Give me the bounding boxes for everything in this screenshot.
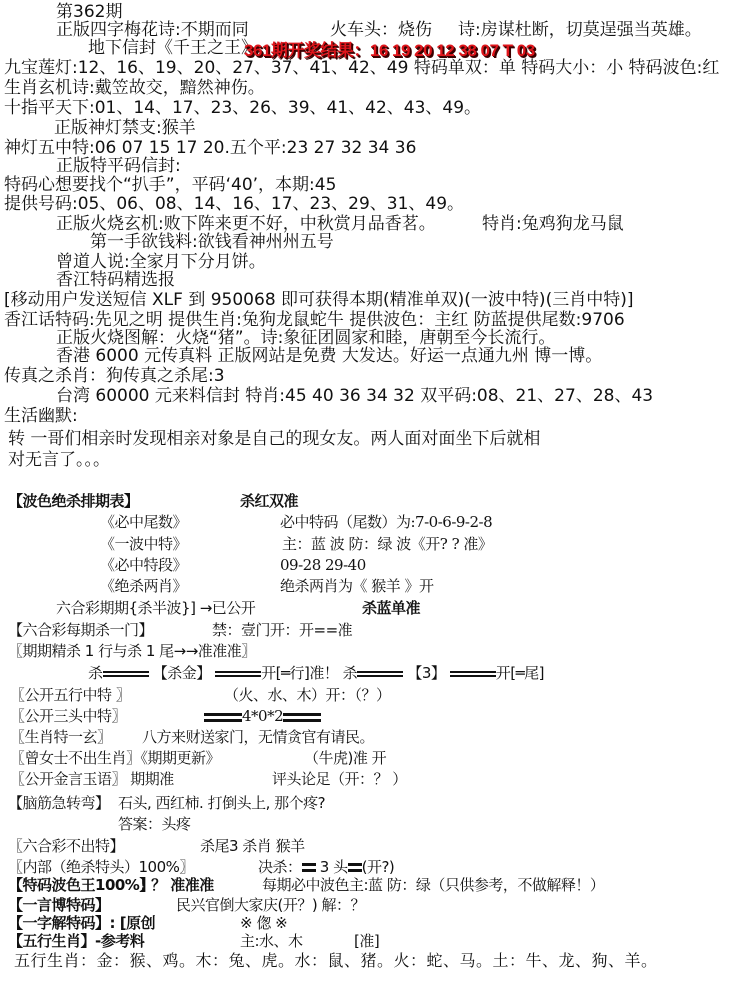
shizhi-line: 十指平天下:01、14、17、23、26、39、41、42、43、49。 <box>4 98 482 118</box>
five-elements-value: 主:水、木 <box>240 932 303 950</box>
bar-icon <box>302 863 316 872</box>
bar-icon <box>204 713 242 722</box>
half-wave-line: 六合彩期期{杀半波}] →已公开 <box>56 599 256 617</box>
xiangjiang-title: 香江特码精选报 <box>56 270 175 290</box>
kill-row <box>88 664 544 682</box>
wave-king-mid: ! ？ 准准准 <box>140 876 214 894</box>
first-hand-tip: 第一手欲钱料:欲钱看神州州五号 <box>90 232 334 252</box>
bar-icon <box>283 713 321 722</box>
table-label-1: 《一波中特》 <box>100 535 188 553</box>
strategy-poem: 诗:房谋杜断，切莫逞强当英雄。 <box>458 20 702 40</box>
issue-number: 第362期 <box>56 2 123 22</box>
extra-label-3: 〖曾女士不出生肖〗《期期更新》 <box>10 749 221 767</box>
table-label-3: 《绝杀两肖》 <box>100 577 188 595</box>
bar-icon <box>348 863 362 872</box>
riddle-question: 石头, 西红柿. 打倒头上, 那个疼? <box>118 794 326 812</box>
kill-one-gate-value: 禁：壹门开：开==准 <box>212 621 353 639</box>
double-line-icon <box>357 671 403 677</box>
extra-label-2: 〖生肖特一玄〗 <box>10 728 112 746</box>
special-zodiac: 特肖:兔鸡狗龙马鼠 <box>482 214 624 234</box>
three-head-value <box>204 707 321 725</box>
plum-poem: 正版四字梅花诗:不期而同 <box>56 20 249 40</box>
kill-row-b: 【杀金】 <box>152 664 211 682</box>
internal-open: (开?) <box>361 858 395 876</box>
taiwan-envelope: 台湾 60000 元来料信封 特肖:45 40 36 34 32 双平码:08、21、27、28、43 <box>56 386 654 406</box>
double-line-icon <box>215 671 261 677</box>
extra-label-0: 〖公开五行中特 〗 <box>10 686 131 704</box>
extra-value-3: （牛虎)准 开 <box>304 749 387 767</box>
one-char-value: ※ 偬 ※ <box>240 914 288 932</box>
fire-illustration: 正版火烧图解：火烧“猪”。诗:象征团圆家和睦，唐朝至今长流行。 <box>56 328 556 348</box>
draw-result-numbers: 16 19 20 12 38 07 T 03 <box>369 41 535 60</box>
wave-king-value: 每期必中波色主:蓝 防：绿（只供参考，不做解释！） <box>262 876 605 894</box>
humor-text-2: 对无言了。。。 <box>8 450 110 470</box>
wave-king-label: 【特码波色王100%】 <box>8 876 154 894</box>
no-special-value: 杀尾3 杀肖 猴羊 <box>200 837 305 855</box>
extra-label-4: 〖公开金言玉语〗 期期准 <box>10 770 174 788</box>
double-line-icon <box>450 671 496 677</box>
table-label-2: 《必中特段》 <box>100 556 188 574</box>
double-line-icon <box>103 671 149 677</box>
fax-kill: 传真之杀肖：狗传真之杀尾:3 <box>4 366 225 386</box>
kill-one-gate: 【六合彩每期杀一门】 <box>8 621 154 639</box>
special-heart-line: 特码心想要找个“扒手”，平码‘40’，本期:45 <box>4 175 337 195</box>
humor-text-1: 转 一哥们相亲时发现相亲对象是自己的现女友。两人面对面坐下后就相 <box>8 429 541 449</box>
special-flat-envelope: 正版特平码信封: <box>56 156 181 176</box>
table-title: 【波色绝杀排期表】 <box>8 492 139 510</box>
one-word-label: 【一言博特码】 <box>8 896 110 914</box>
no-special-label: 〖六合彩不出特】 <box>8 837 125 855</box>
humor-title: 生活幽默: <box>4 406 78 426</box>
table-value-2: 09-28 29-40 <box>280 556 366 574</box>
internal-kill: 决杀： <box>258 858 302 876</box>
extra-label-1: 〖公开三头中特〗 <box>10 707 127 725</box>
table-label-0: 《必中尾数》 <box>100 513 188 531</box>
internal-label: 〖内部（绝杀特头）100%〗 <box>8 858 194 876</box>
jiubao-line: 九宝莲灯:12、16、19、20、27、37、41、42、49 特码单双：单 特码大小：小 特码波色:红 <box>4 58 720 78</box>
table-value-0: 必中特码（尾数）为:7-0-6-9-2-8 <box>280 513 493 531</box>
sms-promo: [移动用户发送短信 XLF 到 950068 即可获得本期(精准单双)(一波中特)(三肖中特)] <box>4 290 634 310</box>
kill-row-e: 开[═尾] <box>495 664 544 682</box>
kill-row-d: 【3】 <box>407 664 446 682</box>
five-elements-line: 五行生肖：金：猴、鸡。木：兔、虎。水：鼠、猪。火：蛇、马。土：牛、龙、狗、羊。 <box>14 951 658 970</box>
precise-kill: 〖期期精杀 1 行与杀 1 尾→→准准准〗 <box>8 642 256 660</box>
kill-row-a: 杀 <box>88 664 103 682</box>
xiangjiang-talk: 香江话特码:先见之明 提供生肖:兔狗龙鼠蛇牛 提供波色：主红 防蓝提供尾数:9706 <box>4 310 625 330</box>
lamp-five: 神灯五中特:06 07 15 17 20.五个平:23 27 32 34 36 <box>4 138 417 158</box>
locomotive-head: 火车头：烧伤 <box>330 20 432 40</box>
table-value-3: 绝杀两肖为《 猴羊 》开 <box>280 577 434 595</box>
zodiac-poem: 生肖玄机诗:戴笠故交，黯然神伤。 <box>4 78 265 98</box>
envelope-title: 地下信封《千王之王》 <box>88 38 258 58</box>
provided-numbers: 提供号码:05、06、08、14、16、17、23、29、31、49。 <box>4 194 465 214</box>
riddle-label: 【脑筋急转弯】 <box>8 794 110 812</box>
five-elements-tag: [准] <box>354 932 380 950</box>
forbidden-branch: 正版神灯禁支:猴羊 <box>54 118 196 138</box>
one-word-value: 民兴官倒大家庆(开？) 解：？ <box>176 896 365 914</box>
one-char-label: 【一字解特码】: [原创 <box>8 914 156 932</box>
hongkong-fax: 香港 6000 元传真料 正版网站是免费 大发达。好运一点通九州 博一博。 <box>56 346 603 366</box>
extra-value-0: （火、水、木）开：（？） <box>224 686 391 704</box>
fire-mystery: 正版火烧玄机:败下阵来更不好，中秋赏月品香茗。 <box>56 214 436 234</box>
three-head-number: 4*0*2 <box>242 707 284 725</box>
draw-result-label: 361期开奖结果： <box>244 41 370 60</box>
internal-head: 3 头 <box>319 858 348 876</box>
riddle-answer: 答案：头疼 <box>118 815 191 833</box>
internal-value <box>258 858 394 876</box>
table-value-1: 主：蓝 波 防：绿 波《开? ? 准》 <box>282 535 493 553</box>
extra-value-4: 评头论足（开：？ ） <box>272 770 407 788</box>
table-title-right: 杀红双准 <box>240 492 299 510</box>
extra-value-2: 八方来财送家门，无情贪官有请民。 <box>142 728 375 746</box>
half-wave-right: 杀蓝单准 <box>362 599 421 617</box>
five-elements-label: 【五行生肖】-参考料 <box>8 932 145 950</box>
kill-row-c: 开[═行]准！ 杀 <box>261 664 358 682</box>
tsang-saying: 曾道人说:全家月下分月饼。 <box>56 252 266 272</box>
